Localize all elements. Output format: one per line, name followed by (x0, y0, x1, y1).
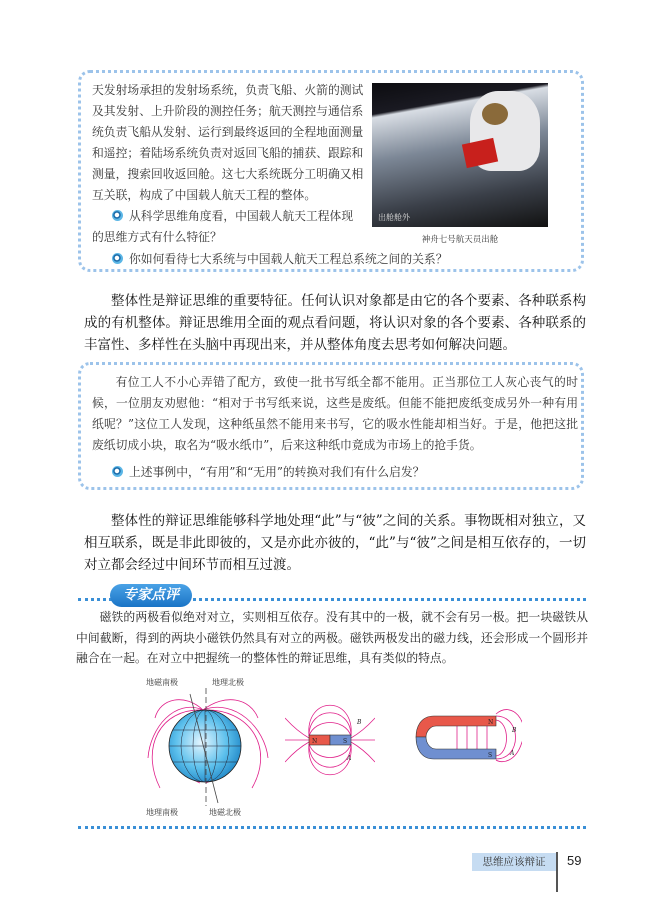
south-arm (416, 737, 496, 759)
label-s: S (488, 752, 493, 759)
label-b: B (512, 727, 517, 734)
question-text: 你如何看待七大系统与中国载人航天工程总系统之间的关系？ (129, 252, 448, 266)
bullet-icon (112, 253, 123, 264)
label-geographic-south: 地理南极 (146, 808, 178, 817)
question-3 (92, 462, 578, 483)
question-2 (112, 249, 577, 270)
question-text: 的思维方式有什么特征？ (92, 230, 222, 244)
label-s: S (343, 738, 348, 745)
text-line: 和遥控；着陆场系统负责对返回飞船的捕获、跟踪和 (92, 146, 364, 160)
question-1 (92, 206, 372, 227)
bullet-icon (112, 210, 123, 221)
case-text-paper: 有位工人不小心弄错了配方，致使一批书写纸全都不能用。正当那位工人灰心丧气的时候，一位朋友劝慰他：“相对于书写纸来说，这些是废纸。但能不能把废纸变成另外一种有用纸呢？”这位工人发现，这种纸虽然不能用来书写，它的吸水性能却相当好。于是，他把这批废纸切成小块，取名为“吸水纸巾”，后来这种纸巾竟成为市场上的抢手货。 (92, 375, 578, 452)
question-text: 从科学思维角度看，中国载人航天工程体现 (129, 209, 354, 223)
horseshoe-magnet-diagram (412, 702, 522, 777)
section-end-divider (78, 826, 586, 829)
label-geomagnetic-south: 地磁南极 (146, 678, 178, 687)
label-geographic-north: 地理北极 (212, 678, 244, 687)
question-text: 上述事例中，“有用”和“无用”的转换对我们有什么启发？ (129, 465, 425, 479)
text-line: 天发射场承担的发射场系统，负责飞船、火箭的测试 (92, 83, 364, 97)
paragraph-this-that: 整体性的辩证思维能够科学地处理“此”与“彼”之间的关系。事物既相对独立，又相互联系，既是非此即彼的，又是亦此亦彼的，“此”与“彼”之间是相互依存的，一切对立都会经过中间环节而相互过渡。 (84, 513, 586, 573)
label-a: A (347, 755, 352, 762)
south-pole (330, 735, 351, 745)
bar-magnet-diagram (285, 700, 375, 780)
label-b: B (357, 719, 362, 726)
text-line: 互关联，构成了中国载人航天工程的整体。 (92, 188, 317, 202)
paragraph-wholeness: 整体性是辩证思维的重要特征。任何认识对象都是由它的各个要素、各种联系构成的有机整体。辩证思维用全面的观点看问题，将认识对象的各个要素、各种联系的丰富性、多样性在头脑中再现出来，并从整体角度去思考如何解决问题。 (84, 293, 586, 353)
photo-watermark: 出舱舱外 (378, 213, 410, 222)
footer-divider (556, 852, 558, 892)
photo-helmet (482, 103, 508, 125)
text-line: 及其发射、上升阶段的测控任务；航天测控与通信系 (92, 104, 364, 118)
bullet-icon (112, 466, 123, 477)
expert-comment-text: 磁铁的两极看似绝对对立，实则相互依存。没有其中的一极，就不会有另一极。把一块磁铁从中间截断，得到的两块小磁铁仍然具有对立的两极。磁铁两极发出的磁力线，还会形成一个圆形并融合在一起。在对立中把握统一的整体性的辩证思维，具有类似的特点。 (76, 610, 588, 665)
page-number: 59 (567, 853, 582, 868)
label-a: A (510, 750, 515, 757)
text-line: 统负责飞船从发射、运行到最终返回的全程地面测量 (92, 125, 364, 139)
chapter-title: 思维应该辩证 (472, 853, 556, 871)
photo-caption: 神舟七号航天员出舱 (421, 235, 499, 245)
label-geomagnetic-north: 地磁北极 (209, 808, 241, 817)
expert-comment-badge: 专家点评 (110, 584, 192, 607)
earth-magnetic-field-diagram (140, 688, 280, 806)
case-text-space (92, 80, 372, 248)
case-box-paper-content (92, 372, 578, 483)
astronaut-photo (372, 83, 548, 227)
label-n: N (312, 738, 318, 745)
north-arm (416, 716, 496, 737)
label-n: N (488, 719, 494, 726)
text-line: 测量，搜索回收返回舱。这七大系统既分工明确又相 (92, 167, 364, 181)
